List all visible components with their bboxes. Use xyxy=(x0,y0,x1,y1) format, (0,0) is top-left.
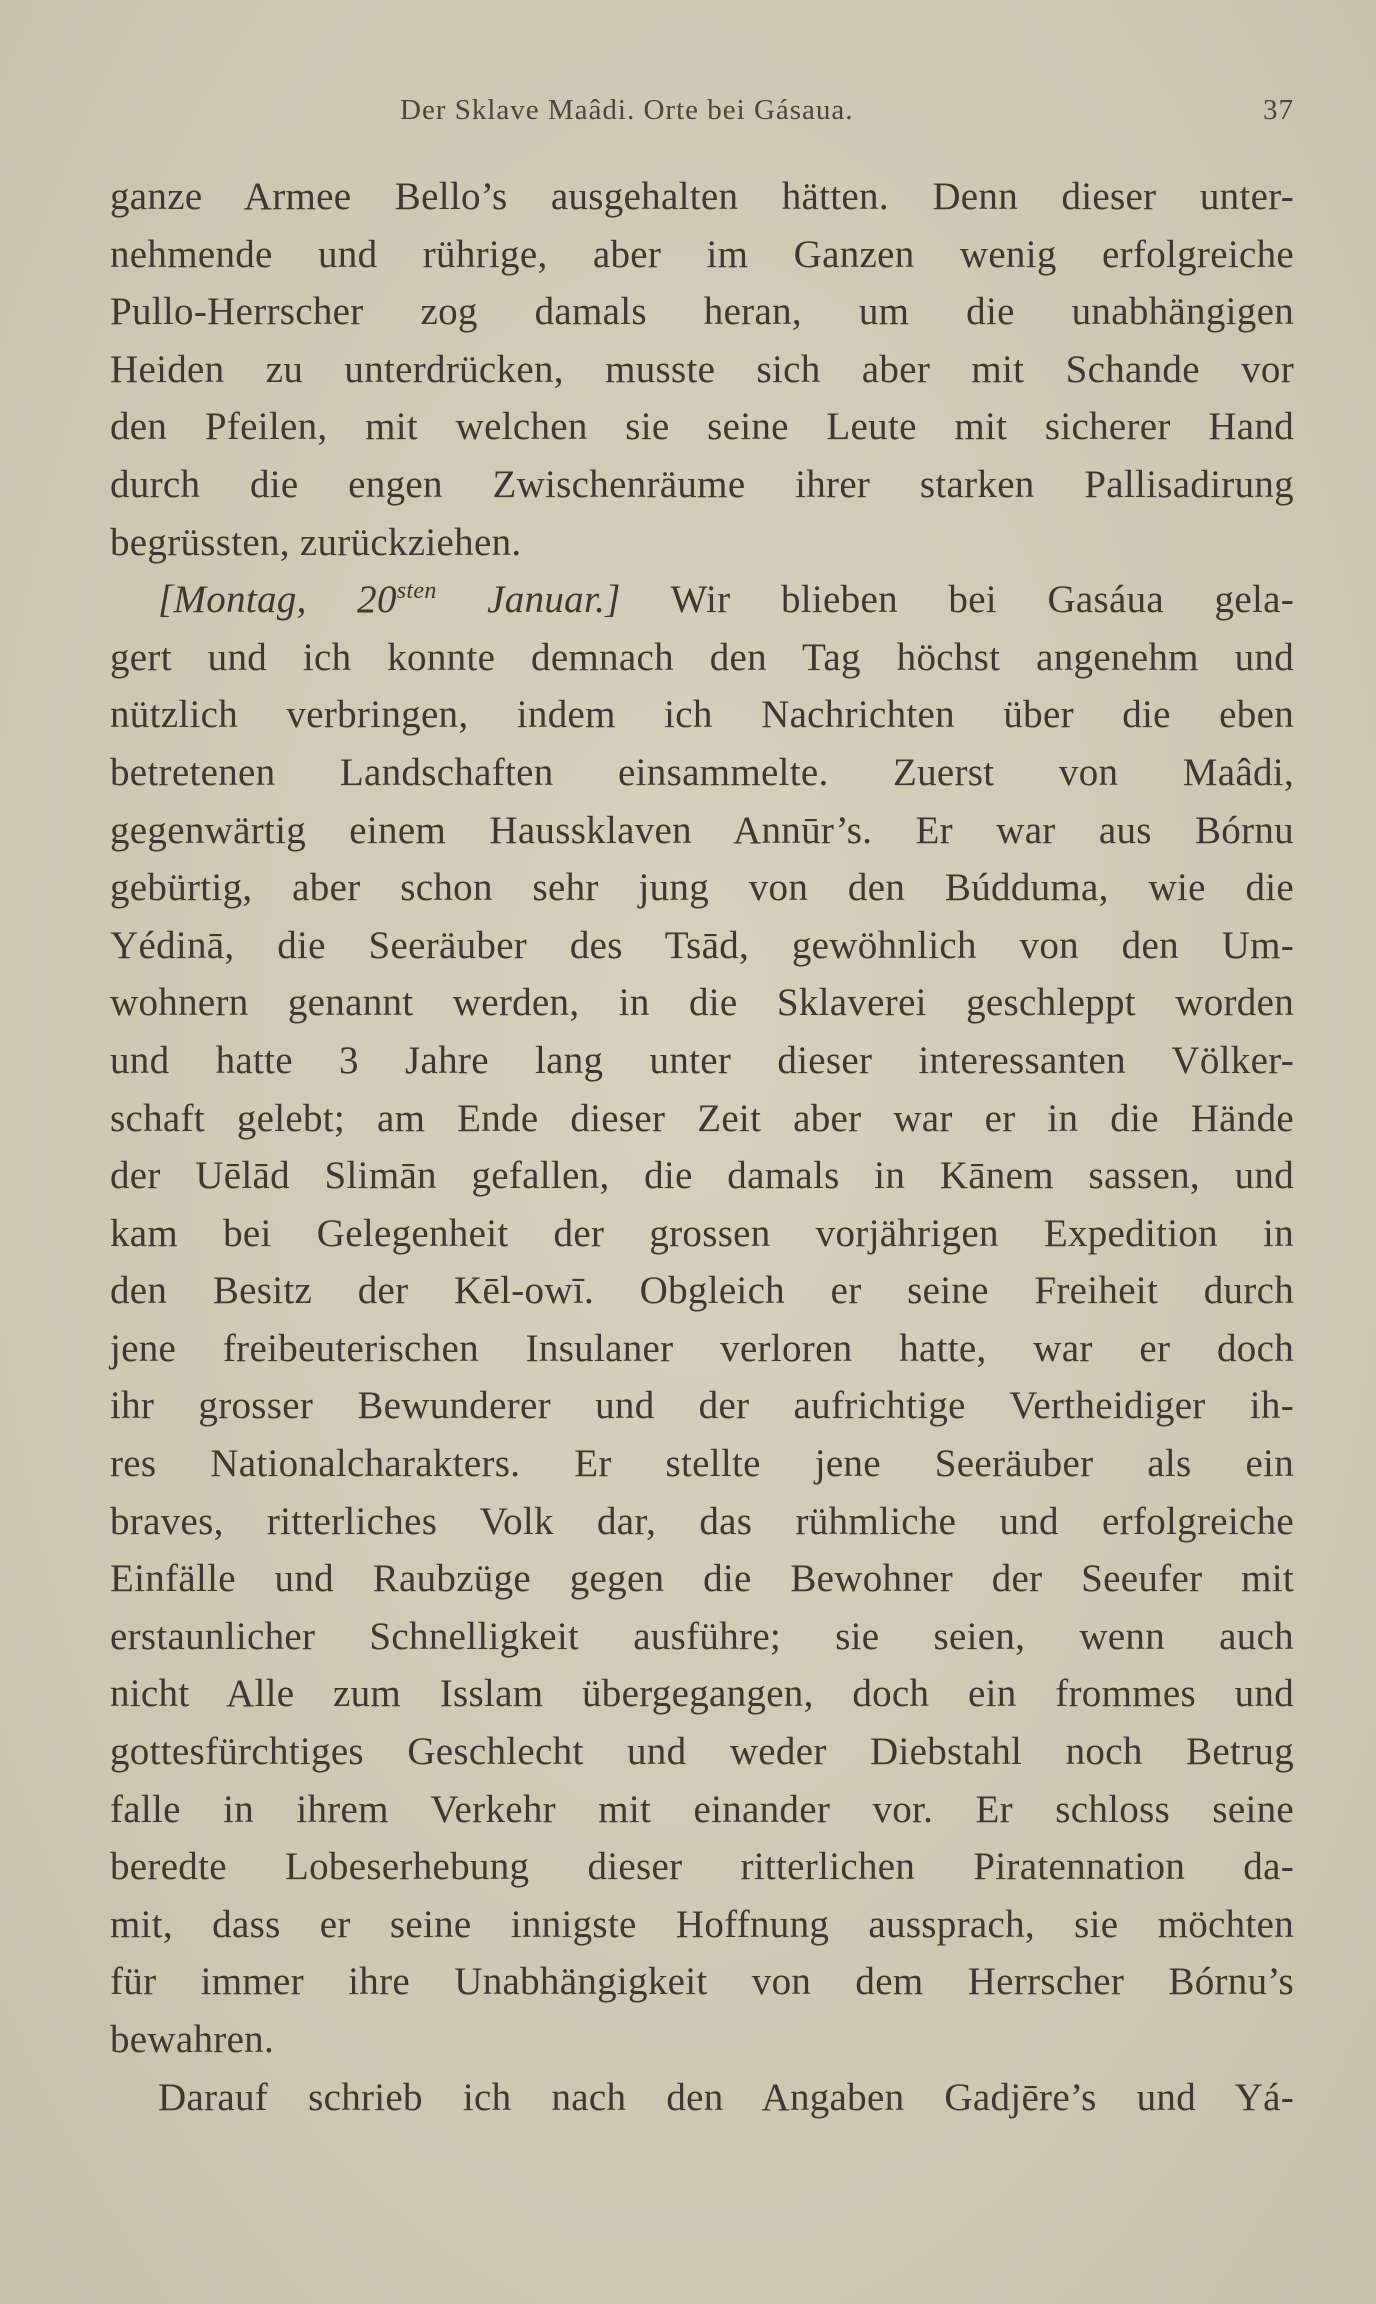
text-line: jene freibeuterischen Insulaner verloren hatte, war er doch xyxy=(110,1326,1294,1370)
text-line: gottesfürchtiges Geschlecht und weder Diebstahl noch Betrug xyxy=(110,1730,1294,1774)
text-line: wohnern genannt werden, in die Sklaverei geschleppt worden xyxy=(110,981,1294,1025)
text-line: schaft gelebt; am Ende dieser Zeit aber war er in die Hände xyxy=(110,1096,1294,1140)
text-line: gebürtig, aber schon sehr jung von den Búdduma, wie die xyxy=(110,866,1294,910)
date-close: Januar.] xyxy=(436,578,621,622)
body-text xyxy=(110,168,1294,2126)
text-line: begrüssten, zurückziehen. xyxy=(110,520,522,564)
text-line: falle in ihrem Verkehr mit einander vor. Er schloss seine xyxy=(110,1787,1294,1831)
text-line: ganze Armee Bello’s ausgehalten hätten. Denn dieser unter- xyxy=(110,175,1294,218)
text-line: bewahren. xyxy=(110,2018,275,2061)
date-superscript: sten xyxy=(396,578,437,605)
text-line: gert und ich konnte demnach den Tag höchst angenehm und xyxy=(110,635,1294,679)
text-line: der Uēlād Slimān gefallen, die damals in Kānem sassen, und xyxy=(110,1154,1294,1198)
text-line: den Pfeilen, mit welchen sie seine Leute mit sicherer Hand xyxy=(110,405,1294,449)
text-line: braves, ritterliches Volk dar, das rühmliche und erfolgreiche xyxy=(110,1499,1294,1543)
date-heading-line xyxy=(110,571,1294,629)
date-open: [Montag, 20 xyxy=(158,578,397,622)
text-line: mit, dass er seine innigste Hoffnung aussprach, sie möchten xyxy=(110,1902,1294,1946)
text-line: nehmende und rührige, aber im Ganzen wenig erfolgreiche xyxy=(110,232,1294,276)
text-line: res Nationalcharakters. Er stellte jene Seeräuber als ein xyxy=(110,1442,1294,1486)
text-line: für immer ihre Unabhängigkeit von dem Herrscher Bórnu’s xyxy=(110,1960,1294,2004)
text-line: den Besitz der Kēl-owī. Obgleich er seine Freiheit durch xyxy=(110,1269,1294,1313)
text-line: gegenwärtig einem Haussklaven Annūr’s. Er war aus Bórnu xyxy=(110,808,1294,852)
page-number: 37 xyxy=(1263,94,1294,126)
text-line: Darauf schrieb ich nach den Angaben Gadjēre’s und Yá- xyxy=(158,2075,1294,2119)
text-line: Einfälle und Raubzüge gegen die Bewohner der Seeufer mit xyxy=(110,1557,1294,1601)
text-line: ihr grosser Bewunderer und der aufrichtige Vertheidiger ih- xyxy=(110,1384,1294,1428)
text-line: nützlich verbringen, indem ich Nachrichten über die eben xyxy=(110,693,1294,737)
text-line: Yédinā, die Seeräuber des Tsād, gewöhnlich von den Um- xyxy=(110,923,1294,967)
first-line-rest: Wir blieben bei Gasáua gela- xyxy=(620,578,1294,622)
text-line: betretenen Landschaften einsammelte. Zuerst von Maâdi, xyxy=(110,750,1294,794)
text-line: beredte Lobeserhebung dieser ritterlichen Piratennation da- xyxy=(110,1845,1294,1889)
text-line: Heiden zu unterdrücken, musste sich aber mit Schande vor xyxy=(110,347,1294,391)
text-line: durch die engen Zwischenräume ihrer starken Pallisadirung xyxy=(110,462,1294,506)
page-header xyxy=(110,94,1294,134)
running-head: Der Sklave Maâdi. Orte bei Gásaua. xyxy=(400,94,854,126)
text-line: nicht Alle zum Isslam übergegangen, doch ein frommes und xyxy=(110,1672,1294,1716)
text-line: Pullo-Herrscher zog damals heran, um die unabhängigen xyxy=(110,290,1294,334)
text-line: kam bei Gelegenheit der grossen vorjährigen Expedition in xyxy=(110,1211,1294,1255)
text-line: erstaunlicher Schnelligkeit ausführe; sie seien, wenn auch xyxy=(110,1614,1294,1658)
text-line: und hatte 3 Jahre lang unter dieser interessanten Völker- xyxy=(110,1038,1294,1082)
